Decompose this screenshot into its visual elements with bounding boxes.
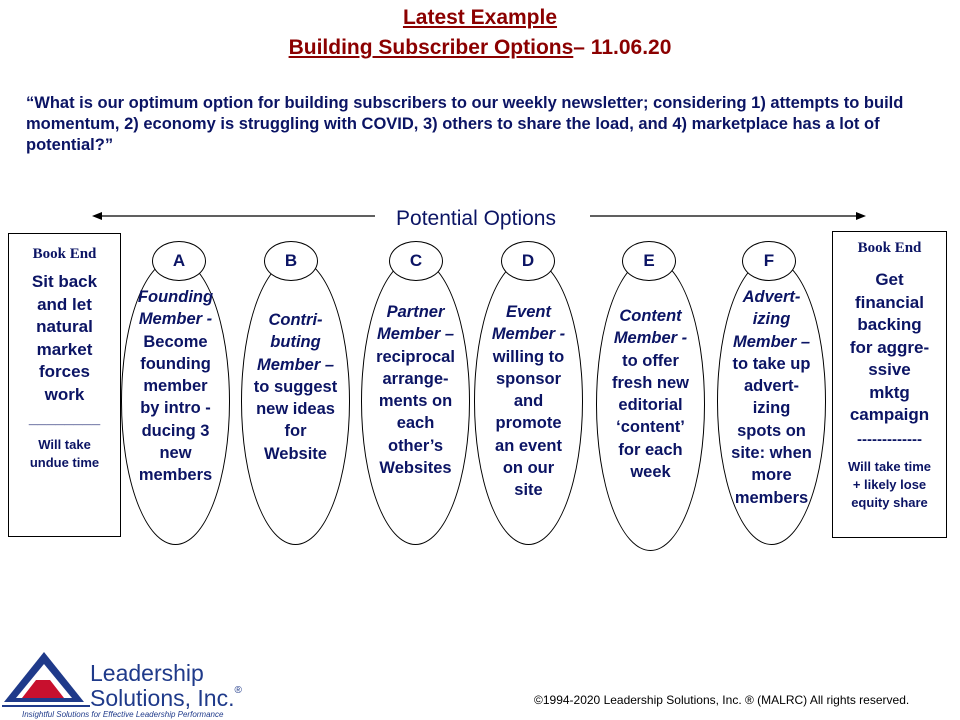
option-line: to offer <box>622 351 679 370</box>
right-bookend-line: for aggre- <box>849 337 930 357</box>
logo-tagline: Insightful Solutions for Effective Leadership Performance <box>22 710 224 719</box>
right-bookend-text <box>833 269 946 427</box>
option-f-badge: F <box>742 241 796 281</box>
leadership-solutions-logo-icon <box>2 650 92 712</box>
option-e-badge: E <box>622 241 676 281</box>
option-line: on our <box>502 459 555 478</box>
option-line: Content <box>619 307 682 325</box>
right-bookend-note-line: equity share <box>851 494 928 510</box>
option-line: Contri- <box>268 311 323 329</box>
option-line: arrange- <box>382 369 449 388</box>
logo-registered-mark: ® <box>234 685 242 696</box>
option-line: by intro - <box>140 399 211 418</box>
left-bookend-line: natural <box>36 317 93 336</box>
option-line: spots on <box>737 421 806 440</box>
option-b-badge: B <box>264 241 318 281</box>
option-line: ments on <box>378 392 453 411</box>
left-bookend-line: forces <box>38 362 91 381</box>
logo-name-line-1: Leadership <box>90 660 204 686</box>
right-bookend-separator: ------------- <box>857 430 922 448</box>
right-bookend-note-line: Will take time <box>848 458 931 474</box>
option-line: an event <box>495 436 562 455</box>
left-bookend-line: work <box>44 384 85 404</box>
right-bookend-line: Get <box>875 270 904 289</box>
title-date-part: – 11.06.20 <box>573 36 672 59</box>
option-line: Member - <box>613 329 688 348</box>
option-line: site <box>514 481 543 500</box>
option-line: Partner <box>386 303 445 321</box>
option-line: izing <box>752 399 791 418</box>
option-d-badge: D <box>501 241 555 281</box>
title-underlined-part: Building Subscriber Options <box>288 36 574 59</box>
potential-options-label: Potential Options <box>376 207 576 231</box>
option-f-text <box>719 286 824 509</box>
option-line: founding <box>140 354 211 373</box>
option-line: Become <box>143 332 208 351</box>
option-line: members <box>734 488 809 507</box>
title-line-1: Latest Example <box>402 6 558 29</box>
option-line: new ideas <box>256 400 335 419</box>
right-bookend-line: backing <box>857 315 922 334</box>
option-line: buting <box>270 333 321 352</box>
option-line: Member – <box>256 355 335 374</box>
option-c-text <box>363 301 468 479</box>
option-line: to suggest <box>253 377 338 396</box>
option-line: and <box>513 392 544 411</box>
option-line: each <box>396 414 435 433</box>
logo-name-line-2 <box>90 685 242 712</box>
option-e-text <box>598 305 703 483</box>
left-bookend-separator: ________ <box>28 410 101 427</box>
logo-name-text: Solutions, Inc. <box>90 685 235 711</box>
left-bookend-line: Sit back <box>31 272 98 291</box>
right-bookend-note <box>833 458 946 512</box>
option-line: Member – <box>732 332 811 351</box>
option-line: new <box>159 444 192 463</box>
option-line: Websites <box>379 459 452 478</box>
option-line: advert- <box>743 377 800 396</box>
option-a-text <box>123 286 228 487</box>
right-bookend-line: campaign <box>849 405 930 424</box>
left-bookend-note-line: Will take <box>38 437 91 452</box>
option-line: Advert- <box>742 288 801 306</box>
left-bookend <box>8 233 121 537</box>
option-line: to take up <box>732 354 811 373</box>
right-bookend-title: Book End <box>857 240 922 256</box>
option-line: week <box>630 463 671 482</box>
option-line: promote <box>495 414 562 433</box>
option-a-badge: A <box>152 241 206 281</box>
option-line: for each <box>618 440 683 459</box>
option-line: more <box>751 466 792 485</box>
option-line: Website <box>264 444 327 463</box>
left-bookend-line: and let <box>37 294 92 314</box>
option-line: editorial <box>618 396 683 415</box>
option-line: fresh new <box>611 373 690 392</box>
left-bookend-text <box>9 271 120 406</box>
copyright-text: ©1994-2020 Leadership Solutions, Inc. ® (MALRC) All rights reserved. <box>534 693 910 707</box>
option-line: Member - <box>491 325 566 344</box>
option-line: for <box>284 422 307 441</box>
question-text: “What is our optimum option for building subscribers to our weekly newsletter; considering 1) attempts to build momentum, 2) economy is struggling with COVID, 3) others to share the load, and 4) marketplace has a lot of potential?” <box>26 94 904 154</box>
option-line: reciprocal <box>376 347 455 366</box>
right-bookend-line: mktg <box>869 382 910 402</box>
option-line: member <box>143 377 208 396</box>
option-b-text <box>243 309 348 465</box>
left-bookend-note <box>9 436 120 472</box>
option-line: izing <box>752 310 791 329</box>
left-bookend-title: Book End <box>32 246 97 262</box>
option-d-text <box>476 301 581 502</box>
option-line: site: when <box>731 444 812 463</box>
option-line: ‘content’ <box>616 418 685 437</box>
right-bookend-line: ssive <box>868 360 911 379</box>
option-line: Founding <box>137 288 214 306</box>
right-bookend-line: financial <box>855 292 924 312</box>
option-line: ducing 3 <box>141 421 210 440</box>
option-line: members <box>138 466 213 485</box>
option-line: Member – <box>376 325 455 344</box>
right-bookend-note-line: + likely lose <box>852 476 927 492</box>
left-bookend-line: market <box>36 339 93 359</box>
option-line: Member - <box>138 310 213 329</box>
option-line: other’s <box>387 436 443 455</box>
option-line: sponsor <box>495 369 562 388</box>
left-bookend-note-line: undue time <box>29 455 100 470</box>
option-c-badge: C <box>389 241 443 281</box>
option-line: willing to <box>492 347 565 366</box>
right-bookend <box>832 231 947 538</box>
option-line: Event <box>506 303 551 321</box>
